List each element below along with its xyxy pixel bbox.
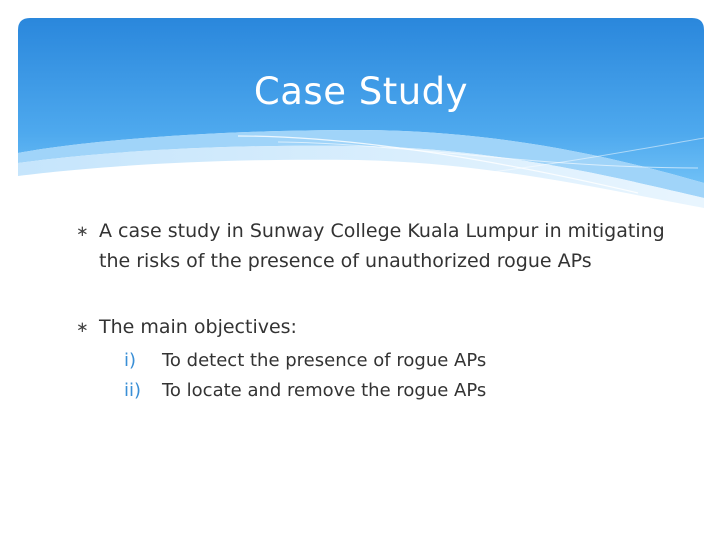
bullet-text: A case study in Sunway College Kuala Lumpur in mitigating the risks of the presence of unauthorized rogue APs [99,220,665,272]
content-area [76,216,676,406]
bullet-item [76,312,676,406]
header-banner [18,18,704,218]
objective-item [124,376,676,406]
bullet-text: The main objectives: [99,316,297,338]
asterisk-bullet-icon: ∗ [76,318,89,336]
asterisk-bullet-icon: ∗ [76,222,89,240]
bullet-item [76,216,676,276]
objectives-list [99,346,676,406]
objective-label: i) [124,350,137,371]
objective-item [124,346,676,376]
header-wave-graphic [18,18,704,218]
objective-text: To locate and remove the rogue APs [162,380,487,401]
slide-title: Case Study [253,70,469,113]
objective-text: To detect the presence of rogue APs [162,350,487,371]
objective-label: ii) [124,380,142,401]
